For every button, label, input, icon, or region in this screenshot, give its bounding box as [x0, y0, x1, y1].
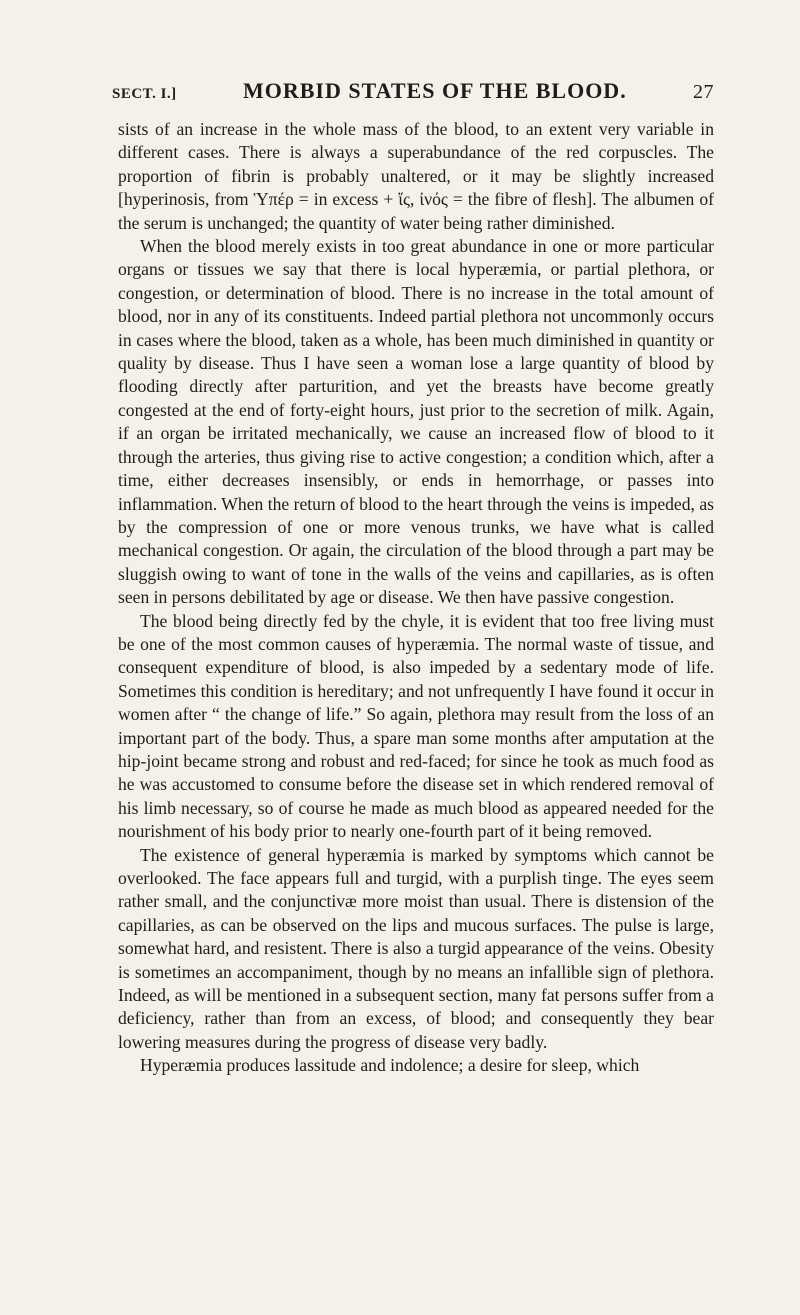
running-head	[112, 78, 714, 104]
body-text	[118, 118, 714, 1078]
page-number: 27	[692, 81, 714, 103]
paragraph: When the blood merely exists in too great abundance in one or more particular organs or tissues we say that there is local hyperæmia, or partial plethora, or congestion, or determination of blood. There is no increase in the total amount of blood, nor in any of its constituents. Indeed partial plethora not uncommonly occurs in cases where the blood, taken as a whole, has been much diminished in quantity or quality by disease. Thus I have seen a woman lose a large quantity of blood by flooding directly after parturition, and yet the breasts have become greatly congested at the end of forty-eight hours, just prior to the secretion of milk. Again, if an organ be irritated mechanically, we cause an increased flow of blood to it through the arteries, thus giving rise to active congestion; a condition which, after a time, either decreases insensibly, or ends in hemorrhage, or passes into inflammation. When the return of blood to the heart through the veins is impeded, as by the compression of one or more venous trunks, we have what is called mechanical congestion. Or again, the circulation of the blood through a part may be sluggish owing to want of tone in the walls of the veins and capillaries, as is often seen in persons debilitated by age or disease. We then have passive congestion.	[118, 236, 714, 608]
chapter-title: MORBID STATES OF THE BLOOD.	[242, 78, 627, 103]
section-label: SECT. I.]	[112, 86, 177, 102]
paragraph: sists of an increase in the whole mass of the blood, to an extent very variable in different cases. There is always a superabundance of the red corpuscles. The proportion of fibrin is probably unaltered, or it may be slightly increased [hyperinosis, from Ὑπέρ = in excess + ἴς, ἰνός = the fibre of flesh]. The albumen of the serum is unchanged; the quantity of water being rather diminished.	[118, 119, 714, 233]
paragraph: The blood being directly fed by the chyle, it is evident that too free living must be one of the most common causes of hyperæmia. The normal waste of tissue, and consequent expenditure of blood, is also impeded by a sedentary mode of life. Sometimes this condition is hereditary; and not unfrequently I have found it occur in women after “ the change of life.” So again, plethora may result from the loss of an important part of the body. Thus, a spare man some months after amputation at the hip-joint became strong and robust and red-faced; for since he took as much food as he was accustomed to consume before the disease set in which rendered removal of his limb necessary, so of course he made as much blood as appeared needed for the nourishment of his body prior to nearly one-fourth part of it being removed.	[118, 610, 714, 842]
paragraph: The existence of general hyperæmia is marked by symptoms which cannot be overlooked. The face appears full and turgid, with a purplish tinge. The eyes seem rather small, and the conjunctivæ more moist than usual. There is distension of the capillaries, as can be observed on the lips and mucous surfaces. The pulse is large, somewhat hard, and resistent. There is also a turgid appearance of the veins. Obesity is sometimes an accompaniment, though by no means an infallible sign of plethora. Indeed, as will be mentioned in a subsequent section, many fat persons suffer from a deficiency, rather than from an excess, of blood; and consequently they bear lowering measures during the progress of disease very badly.	[118, 844, 714, 1052]
paragraph: Hyperæmia produces lassitude and indolence; a desire for sleep, which	[140, 1055, 640, 1076]
